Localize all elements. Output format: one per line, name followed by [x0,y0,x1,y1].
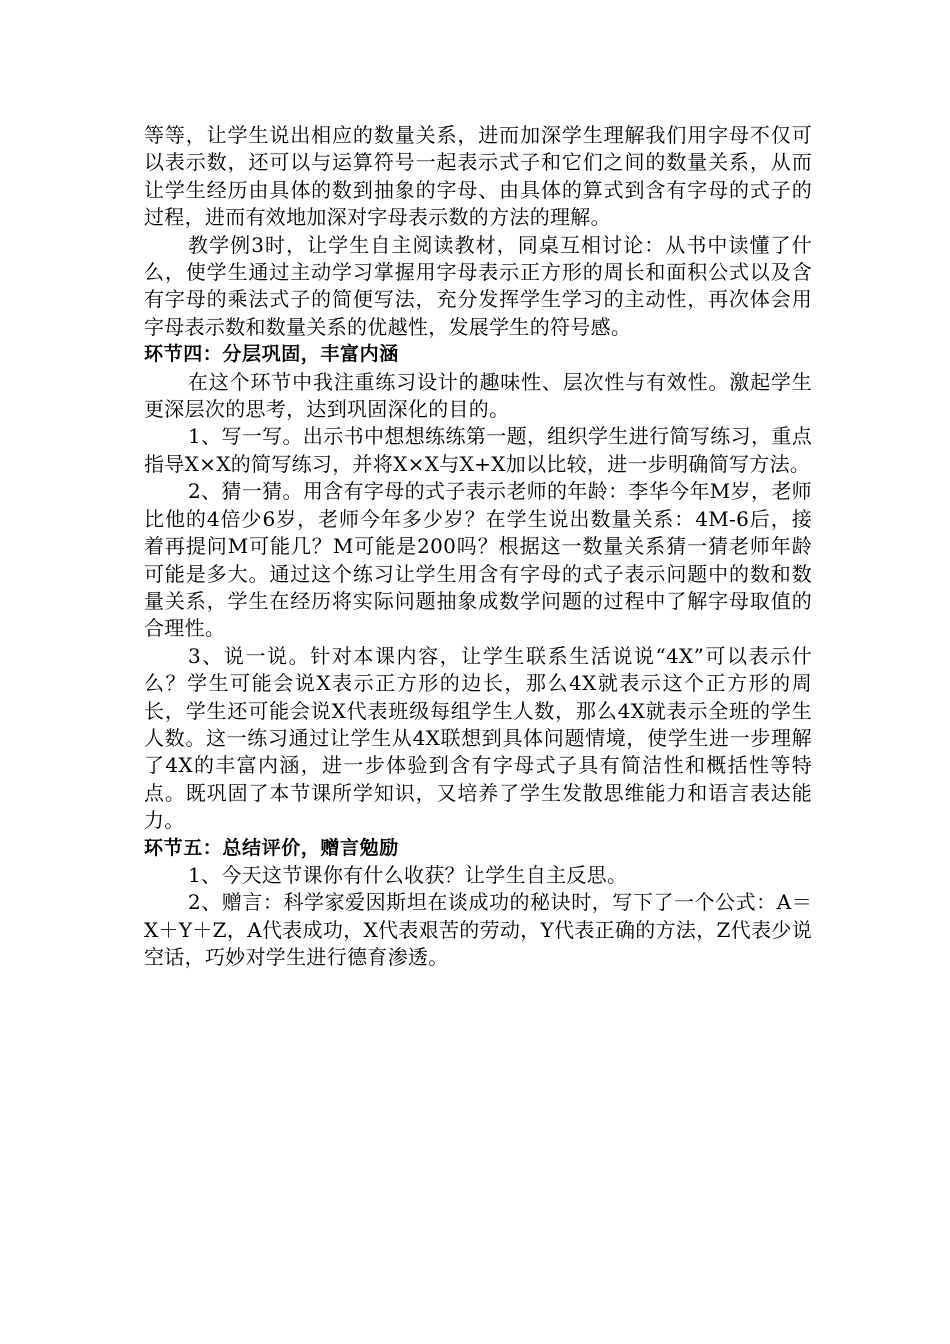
paragraph-say: 3、说一说。针对本课内容，让学生联系生活说说“4X”可以表示什么？学生可能会说X表示正方形的边长，那么4X就表示这个正方形的周长，学生还可能会说X代表班级每组学生人数，那么4X就表示全班的学生人数。这一练习通过让学生从4X联想到具体问题情境，使学生进一步理解了4X的丰富内涵，进一步体验到含有字母式子具有简洁性和概括性等特点。既巩固了本节课所学知识，又培养了学生发散思维能力和语言表达能力。 [144,643,812,833]
paragraph-section-four-intro: 在这个环节中我注重练习设计的趣味性、层次性与有效性。激起学生更深层次的思考，达到巩固深化的目的。 [144,369,812,422]
document-page [144,122,812,972]
paragraph-guess: 2、猜一猜。用含有字母的式子表示老师的年龄：李华今年M岁，老师比他的4倍少6岁，老师今年多少岁？在学生说出数量关系：4M-6后，接着再提问M可能几？M可能是200吗？根据这一数量关系猜一猜老师年龄可能是多大。通过这个练习让学生用含有字母的式子表示问题中的数和数量关系，学生在经历将实际问题抽象成数学问题的过程中了解字母取值的合理性。 [144,479,812,641]
paragraph-motto: 2、赠言：科学家爱因斯坦在谈成功的秘诀时，写下了一个公式：A＝X＋Y＋Z，A代表成功，X代表艰苦的劳动，Y代表正确的方法，Z代表少说空话，巧妙对学生进行德育渗透。 [144,890,812,970]
paragraph-continuation: 等等，让学生说出相应的数量关系，进而加深学生理解我们用字母不仅可以表示数，还可以与运算符号一起表示式子和它们之间的数量关系，从而让学生经历由具体的数到抽象的字母、由具体的算式到含有字母的式子的过程，进而有效地加深对字母表示数的方法的理解。 [144,123,812,230]
paragraph-reflection: 1、今天这节课你有什么收获？让学生自主反思。 [188,862,628,887]
section-heading-four: 环节四：分层巩固，丰富内涵 [144,343,399,366]
paragraph-write: 1、写一写。出示书中想想练练第一题，组织学生进行简写练习，重点指导X×X的简写练习，并将X×X与X+X加以比较，进一步明确简写方法。 [144,424,812,476]
paragraph-example-3: 教学例3时，让学生自主阅读教材，同桌互相讨论：从书中读懂了什么，使学生通过主动学习掌握用字母表示正方形的周长和面积公式以及含有字母的乘法式子的简便写法，充分发挥学生学习的主动性，再次体会用字母表示数和数量关系的优越性，发展学生的符号感。 [144,232,812,339]
section-heading-five: 环节五：总结评价，赠言勉励 [144,836,399,859]
